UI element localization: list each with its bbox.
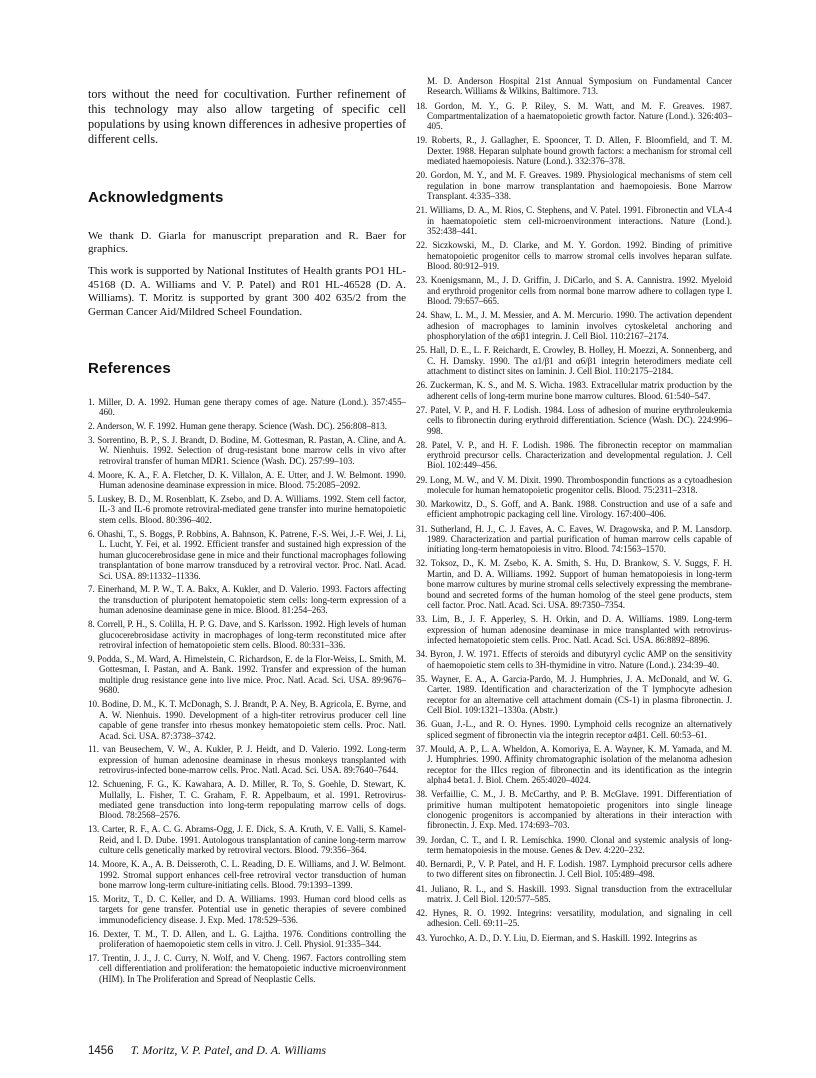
references-list-right <box>416 76 732 943</box>
reference-item: 19. Roberts, R., J. Gallagher, E. Spooncer, T. D. Allen, F. Bloomfield, and T. M. Dexter. 1988. Heparan sulphate bound growth factors: a mechanism for stromal cell mediated haemopoiesis. Nature (Lond.). 332:376–378. <box>416 135 732 167</box>
reference-item: 10. Bodine, D. M., K. T. McDonagh, S. J. Brandt, P. A. Ney, B. Agricola, E. Byrne, and A. W. Nienhuis. 1990. Development of a high-titer retrovirus producer cell line capable of gene transfer into rhesus monkey hematopoietic stem cells. Proc. Natl. Acad. Sci. USA. 87:3738–3742. <box>88 699 406 741</box>
reference-item: 16. Dexter, T. M., T. D. Allen, and L. G. Lajtha. 1976. Conditions controlling the proliferation of haemopoietic stem cells in vitro. J. Cell. Physiol. 91:335–344. <box>88 928 406 949</box>
references-list-left <box>88 397 406 984</box>
reference-item: 24. Shaw, L. M., J. M. Messier, and A. M. Mercurio. 1990. The activation dependent adhesion of macrophages to laminin involves cytoskeletal anchoring and phosphorylation of the α6β1 integrin. J. Cell Biol. 110:2167–2174. <box>416 310 732 342</box>
left-column <box>88 87 406 988</box>
reference-item: 43. Yurochko, A. D., D. Y. Liu, D. Eierman, and S. Haskill. 1992. Integrins as <box>416 932 697 943</box>
reference-item: 39. Jordan, C. T., and I. R. Lemischka. 1990. Clonal and systemic analysis of long-term hematopoiesis in the mouse. Genes & Dev. 4:220–232. <box>416 834 732 855</box>
reference-item: 18. Gordon, M. Y., G. P. Riley, S. M. Watt, and M. F. Greaves. 1987. Compartmentalization of a haematopoietic growth factor. Nature (Lond.). 326:403–405. <box>416 100 732 132</box>
reference-item: 26. Zuckerman, K. S., and M. S. Wicha. 1983. Extracellular matrix production by the adherent cells of long-term murine bone marrow cultures. Blood. 61:540–547. <box>416 380 732 401</box>
references-heading: References <box>88 359 171 377</box>
reference-item: 23. Koenigsmann, M., J. D. Griffin, J. DiCarlo, and S. A. Cannistra. 1992. Myeloid and erythroid progenitor cells from normal bone marrow adhere to collagen type I. Blood. 79:657–665. <box>416 275 732 307</box>
reference-item: 1. Miller, D. A. 1992. Human gene therapy comes of age. Nature (Lond.). 357:455–460. <box>88 396 406 418</box>
reference-item: 25. Hall, D. E., L. F. Reichardt, E. Crowley, B. Holley, H. Moezzi, A. Sonnenberg, and C. H. Damsky. 1990. The α1/β1 and α6/β1 integrin heterodimers mediate cell attachment to distinct sites on laminin. J. Cell Biol. 110:2175–2184. <box>416 345 732 377</box>
reference-item: 28. Patel, V. P., and H. F. Lodish. 1986. The fibronectin receptor on mammalian erythroid precursor cells. Characterization and developmental regulation. J. Cell Biol. 102:449–456. <box>416 439 732 471</box>
reference-item: 30. Markowitz, D., S. Goff, and A. Bank. 1988. Construction and use of a safe and efficient amphotropic packaging cell line. Virology. 167:400–406. <box>416 499 732 520</box>
reference-item: 34. Byron, J. W. 1971. Effects of steroids and dibutyryl cyclic AMP on the sensitivity of haemopoietic stem cells to 3H-thymidine in vitro. Nature (Lond.). 234:39–40. <box>416 649 732 670</box>
reference-item: 17. Trentin, J. J., J. C. Curry, N. Wolf, and V. Cheng. 1967. Factors controlling stem cell differentiation and proliferation: the hematopoietic inductive microenvironment (HIM). In The Proliferation and Spread of Neoplastic Cells. <box>88 952 406 984</box>
reference-item: 14. Moore, K. A., A. B. Deisseroth, C. L. Reading, D. E. Williams, and J. W. Belmont. 1992. Stromal support enhances cell-free retroviral vector transduction of human bone marrow long-term culture-initiating cells. Blood. 79:1393–1399. <box>88 859 406 890</box>
acknowledgments-paragraph: We thank D. Giarla for manuscript preparation and R. Baer for graphics. <box>88 229 406 256</box>
running-authors: T. Moritz, V. P. Patel, and D. A. Williams <box>130 1043 327 1057</box>
reference-item: 32. Toksoz, D., K. M. Zsebo, K. A. Smith, S. Hu, D. Brankow, S. V. Suggs, F. H. Martin, and D. A. Williams. 1992. Support of human hematopoiesis in long-term bone marrow cultures by murine stromal cells selectively expressing the membrane-bound and secreted forms of the human homolog of the steel gene products, stem cell factor. Proc. Natl. Acad. Sci. USA. 89:7350–7354. <box>416 558 732 611</box>
reference-item: 29. Long, M. W., and V. M. Dixit. 1990. Thrombospondin functions as a cytoadhesion molecule for human hematopoietic progenitor cells. Blood. 75:2311–2318. <box>416 474 732 495</box>
reference-item: 6. Ohashi, T., S. Boggs, P. Robbins, A. Bahnson, K. Patrene, F.-S. Wei, J.-F. Wei, J. Li, L. Lucht, Y. Fei, et al. 1992. Efficient transfer and sustained high expression of the human glucocerebrosidase gene in mice and their functional macrophages following transplantation of bone marrow transduced by a retroviral vector. Proc. Natl. Acad. Sci. USA. 89:11332–11336. <box>88 528 406 581</box>
acknowledgments-heading: Acknowledgments <box>88 188 224 206</box>
reference-item: 20. Gordon, M. Y., and M. F. Greaves. 1989. Physiological mechanisms of stem cell regulation in bone marrow transplantation and haemopoiesis. Bone Marrow Transplant. 4:335–338. <box>416 170 732 202</box>
reference-item: 33. Lim, B., J. F. Apperley, S. H. Orkin, and D. A. Williams. 1989. Long-term expression of human adenosine deaminase in mice transplanted with retrovirus-infected hematopoietic stem cells. Proc. Natl. Acad. Sci. USA. 86:8892–8896. <box>416 614 732 646</box>
page-number: 1456 <box>88 1045 114 1057</box>
reference-item: 22. Siczkowski, M., D. Clarke, and M. Y. Gordon. 1992. Binding of primitive hematopoietic progenitor cells to marrow stromal cells involves heparan sulfate. Blood. 80:912–919. <box>416 240 732 272</box>
acknowledgments-paragraph: This work is supported by National Institutes of Health grants PO1 HL-45168 (D. A. Williams and V. P. Patel) and R01 HL-46528 (D. A. Williams). T. Moritz is supported by grant 300 402 635/2 from the German Cancer Aid/Mildred Scheel Foundation. <box>88 265 406 319</box>
reference-item: 21. Williams, D. A., M. Rios, C. Stephens, and V. Patel. 1991. Fibronectin and VLA-4 in haematopoietic stem cell-microenvironment interactions. Nature (Lond.). 352:438–441. <box>416 205 732 237</box>
reference-item: 4. Moore, K. A., F. A. Fletcher, D. K. Villalon, A. E. Utter, and J. W. Belmont. 1990. Human adenosine deaminase expression in mice. Blood. 75:2085–2092. <box>88 469 406 491</box>
reference-item: 13. Carter, R. F., A. C. G. Abrams-Ogg, J. E. Dick, S. A. Kruth, V. E. Valli, S. Kamel-Reid, and I. D. Dube. 1991. Autologous transplantation of canine long-term marrow culture cells genetically marked by retroviral vectors. Blood. 79:356–364. <box>88 824 406 856</box>
reference-item: 8. Correll, P. H., S. Colilla, H. P. G. Dave, and S. Karlsson. 1992. High levels of human glucocerebrosidase activity in macrophages of long-term reconstituted mice after retroviral infection of hematopoietic stem cells. Blood. 80:331–336. <box>88 619 406 651</box>
reference-item: 37. Mould, A. P., L. A. Wheldon, A. Komoriya, E. A. Wayner, K. M. Yamada, and M. J. Humphries. 1990. Affinity chromatographic isolation of the melanoma adhesion receptor for the IIIcs region of fibronectin and its identification as the integrin alpha4 beta1. J. Biol. Chem. 265:4020–4024. <box>416 743 732 786</box>
reference-item: 41. Juliano, R. L., and S. Haskill. 1993. Signal transduction from the extracellular matrix. J. Cell Biol. 120:577–585. <box>416 883 732 904</box>
reference-item: 40. Bernardi, P., V. P. Patel, and H. F. Lodish. 1987. Lymphoid precursor cells adhere to two different sites on fibronectin. J. Cell Biol. 105:489–498. <box>416 859 732 880</box>
reference-item: 7. Einerhand, M. P. W., T. A. Bakx, A. Kukler, and D. Valerio. 1993. Factors affecting the transduction of pluripotent hematopoietic stem cells: long-term expression of a human adenosine deaminase gene in mice. Blood. 81:254–263. <box>88 584 406 616</box>
intro-paragraph: tors without the need for cocultivation. Further refinement of this technology may also allow targeting of specific cell populations by using known differences in adhesive properties of different cells. <box>88 87 406 146</box>
reference-item: 2. Anderson, W. F. 1992. Human gene therapy. Science (Wash. DC). 256:808–813. <box>88 421 387 432</box>
reference-item: 5. Luskey, B. D., M. Rosenblatt, K. Zsebo, and D. A. Williams. 1992. Stem cell factor, IL-3 and IL-6 promote retroviral-mediated gene transfer into murine hematopoietic stem cells. Blood. 80:396–402. <box>88 494 406 525</box>
reference-item: 42. Hynes, R. O. 1992. Integrins: versatility, modulation, and signaling in cell adhesion. Cell. 69:11–25. <box>416 908 732 929</box>
reference-item: 36. Guan, J.-L., and R. O. Hynes. 1990. Lymphoid cells recognize an alternatively spliced segment of fibronectin via the integrin receptor α4β1. Cell. 60:53–61. <box>416 719 732 740</box>
right-column <box>416 76 732 947</box>
reference-item: 12. Schuening, F. G., K. Kawahara, A. D. Miller, R. To, S. Goehle, D. Stewart, K. Mullally, L. Fisher, T. C. Graham, F. R. Appelbaum, et al. 1991. Retrovirus-mediated gene transduction into long-term repopulating marrow cells of dogs. Blood. 78:2568–2576. <box>88 779 406 821</box>
reference-item: 38. Verfaillie, C. M., J. B. McCarthy, and P. B. McGlave. 1991. Differentiation of primitive human multipotent hematopoietic progenitors into single lineage clonogenic progenitors is accompanied by alterations in their interaction with fibronectin. J. Exp. Med. 174:693–703. <box>416 789 732 831</box>
reference-item: 11. van Beusechem, V. W., A. Kukler, P. J. Heidt, and D. Valerio. 1992. Long-term expression of human adenosine deaminase in rhesus monkeys transplanted with retrovirus-infected bone-marrow cells. Proc. Natl. Acad. Sci. USA. 89:7640–7644. <box>88 744 406 776</box>
reference-item: 31. Sutherland, H. J., C. J. Eaves, A. C. Eaves, W. Dragowska, and P. M. Lansdorp. 1989. Characterization and partial purification of human marrow cells capable of initiating long-term hematopoiesis in vitro. Blood. 74:1563–1570. <box>416 523 732 555</box>
reference-item: 9. Podda, S., M. Ward, A. Himelstein, C. Richardson, E. de la Flor-Weiss, L. Smith, M. Gottesman, I. Pastan, and A. Bank. 1992. Transfer and expression of the human multiple drug resistance gene into live mice. Proc. Natl. Acad. Sci. USA. 89:9676–9680. <box>88 653 406 696</box>
reference-item: 27. Patel, V. P., and H. F. Lodish. 1984. Loss of adhesion of murine erythroleukemia cells to fibronectin during erythroid differentiation. Science (Wash. DC). 224:996–998. <box>416 404 732 436</box>
page-footer <box>88 1043 508 1058</box>
reference-item: 35. Wayner, E. A., A. Garcia-Pardo, M. J. Humphries, J. A. McDonald, and W. G. Carter. 1989. Identification and characterization of the T lymphocyte adhesion receptor for an alternative cell attachment domain (CS-1) in plasma fibronectin. J. Cell Biol. 109:1321–1330a. (Abstr.) <box>416 673 732 716</box>
reference-item: 3. Sorrentino, B. P., S. J. Brandt, D. Bodine, M. Gottesman, R. Pastan, A. Cline, and A. W. Nienhuis. 1992. Selection of drug-resistant bone marrow cells in vivo after retroviral transfer of human MDR1. Science (Wash. DC). 257:99–103. <box>88 434 406 466</box>
reference-item: 15. Moritz, T., D. C. Keller, and D. A. Williams. 1993. Human cord blood cells as targets for gene transfer. Potential use in genetic therapies of severe combined immunodeficiency disease. J. Exp. Med. 178:529–536. <box>88 893 406 925</box>
reference-continuation: M. D. Anderson Hospital 21st Annual Symposium on Fundamental Cancer Research. Williams & Wilkins, Baltimore. 713. <box>427 76 732 97</box>
